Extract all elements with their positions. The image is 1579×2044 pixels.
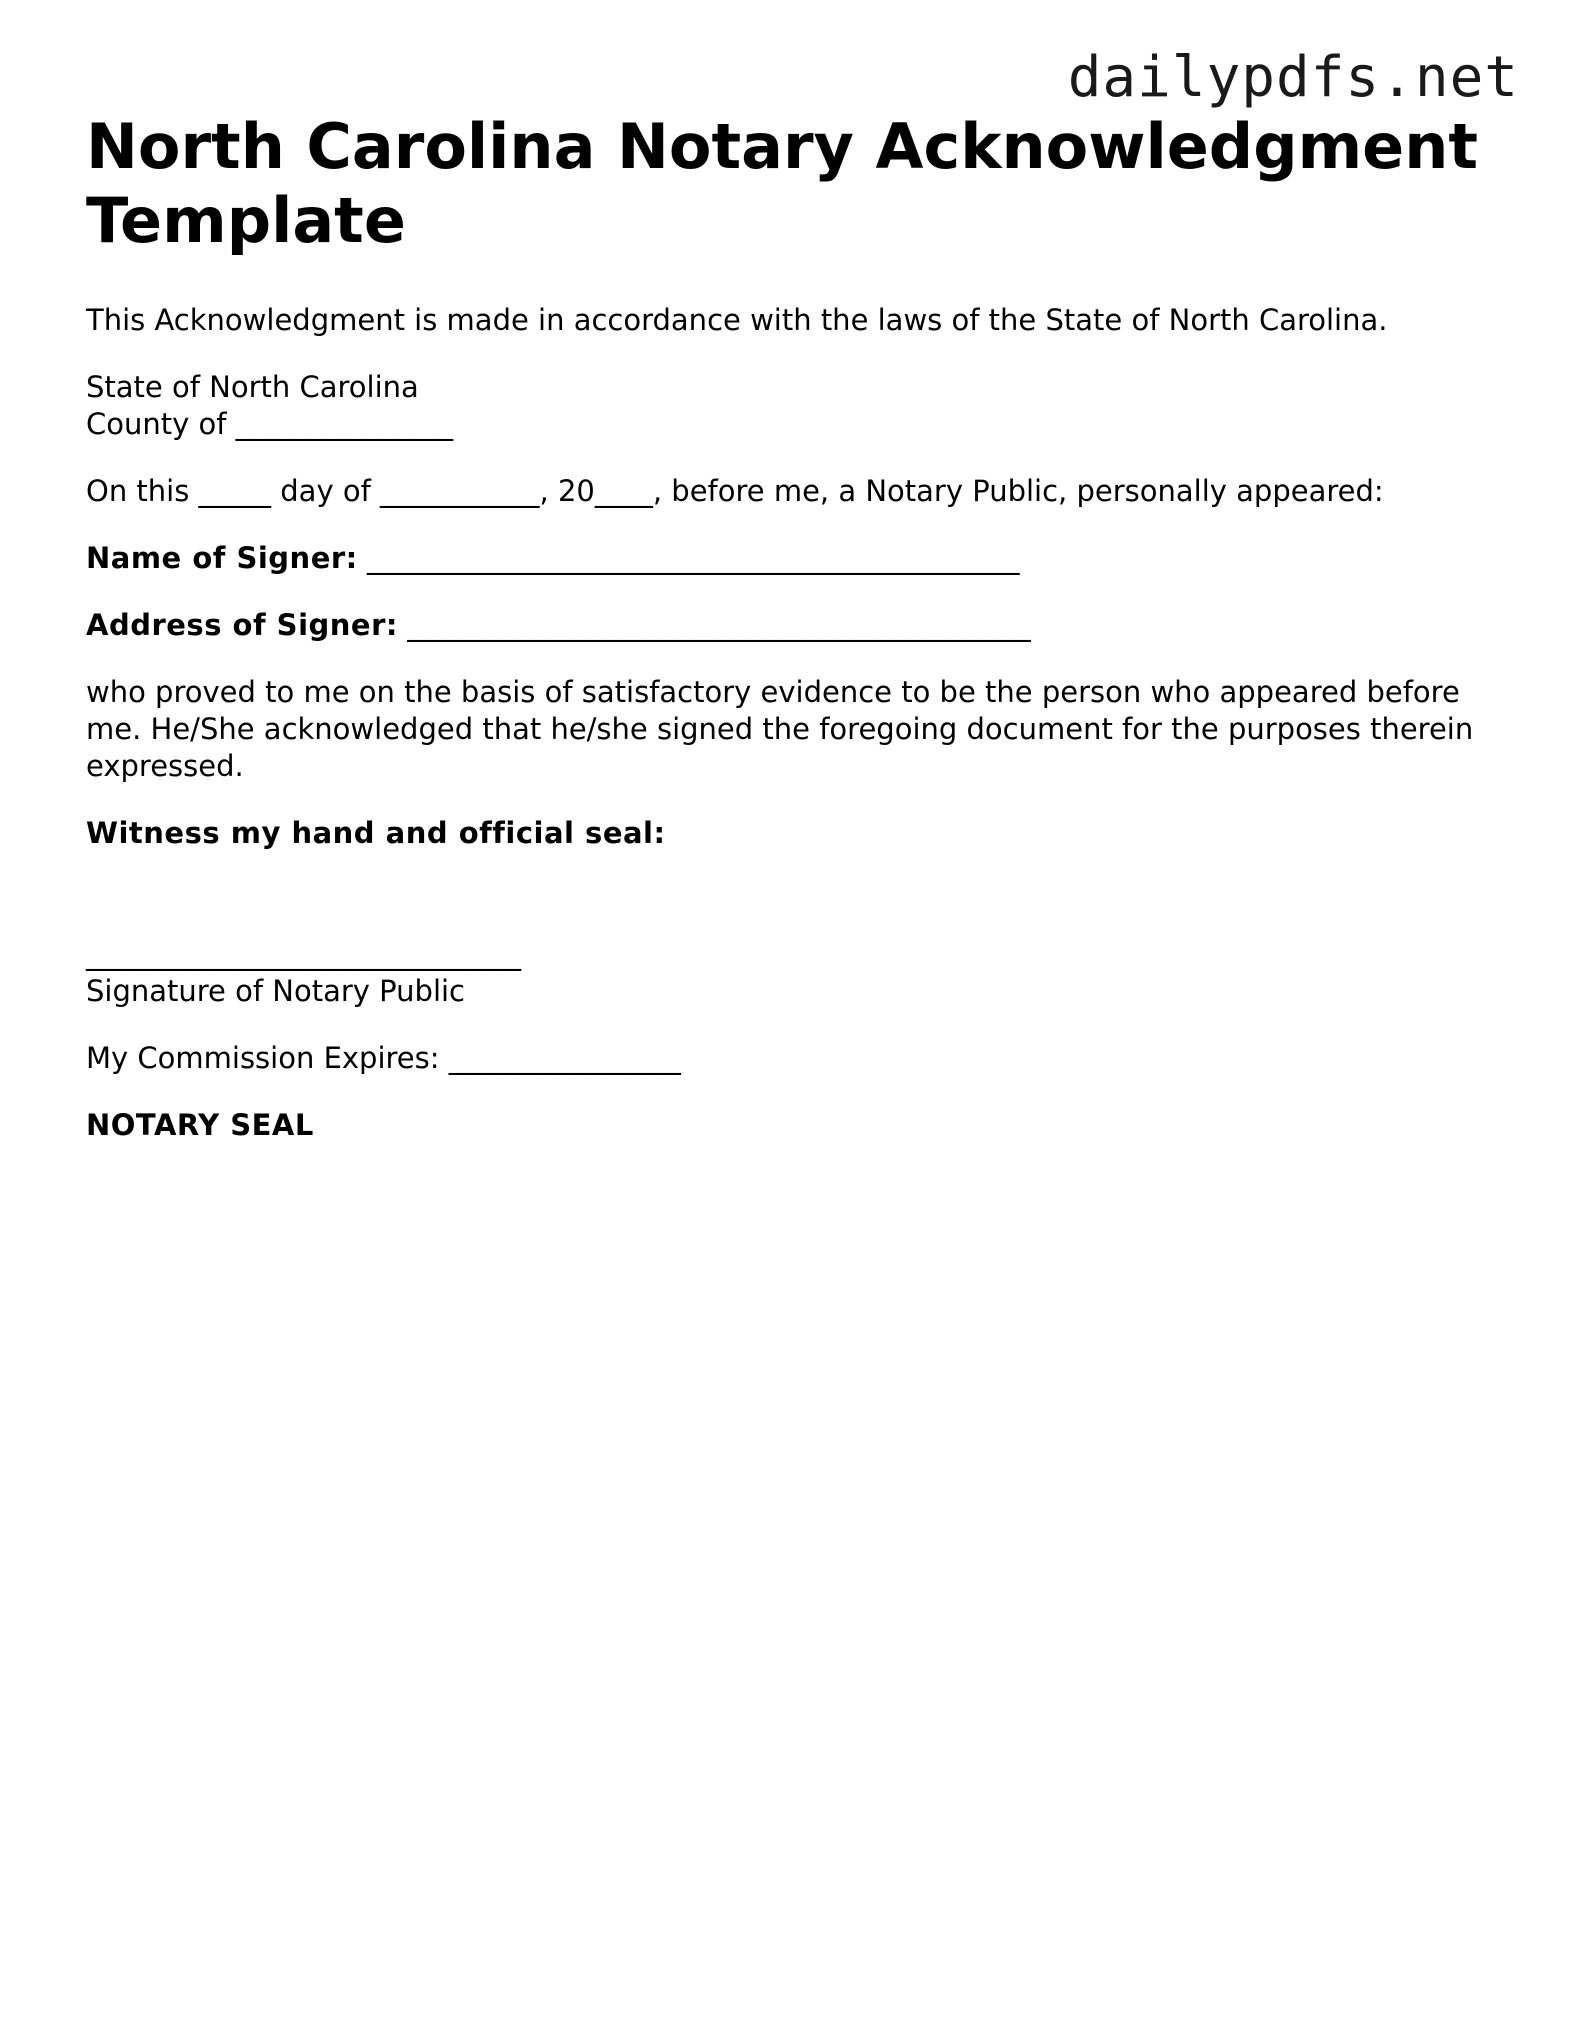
county-line: County of _______________ xyxy=(86,407,454,441)
intro-text: This Acknowledgment is made in accordance with the laws of the State of North Carolina. xyxy=(86,303,1388,337)
document-body xyxy=(86,110,1506,1174)
page-title: North Carolina Notary Acknowledgment Template xyxy=(86,110,1479,257)
signer-name-label: Name of Signer: xyxy=(86,541,358,575)
state-line: State of North Carolina xyxy=(86,370,419,404)
witness-label: Witness my hand and official seal: xyxy=(86,816,666,850)
watermark: dailypdfs.net xyxy=(1067,45,1519,110)
commission-expires-line: My Commission Expires: ________________ xyxy=(86,1041,681,1075)
notary-seal-label: NOTARY SEAL xyxy=(86,1108,314,1142)
signature-block xyxy=(86,936,1506,1010)
signature-caption: Signature of Notary Public xyxy=(86,974,465,1008)
signer-name-row xyxy=(86,540,1506,577)
signer-address-row xyxy=(86,607,1506,644)
venue-block xyxy=(86,369,1506,443)
date-line: On this _____ day of ___________, 20____, before me, a Notary Public, personally appeared: xyxy=(86,474,1384,508)
signer-name-blank: _____________________________________________ xyxy=(366,541,1020,575)
acknowledgment-body: who proved to me on the basis of satisfactory evidence to be the person who appeared before me. He/She acknowledged that he/she signed the foregoing document for the purposes therein expressed. xyxy=(86,675,1483,783)
signer-address-label: Address of Signer: xyxy=(86,608,398,642)
signature-space xyxy=(86,852,1506,936)
signature-line: ______________________________ xyxy=(86,937,521,971)
signer-address-blank: ___________________________________________ xyxy=(407,608,1031,642)
